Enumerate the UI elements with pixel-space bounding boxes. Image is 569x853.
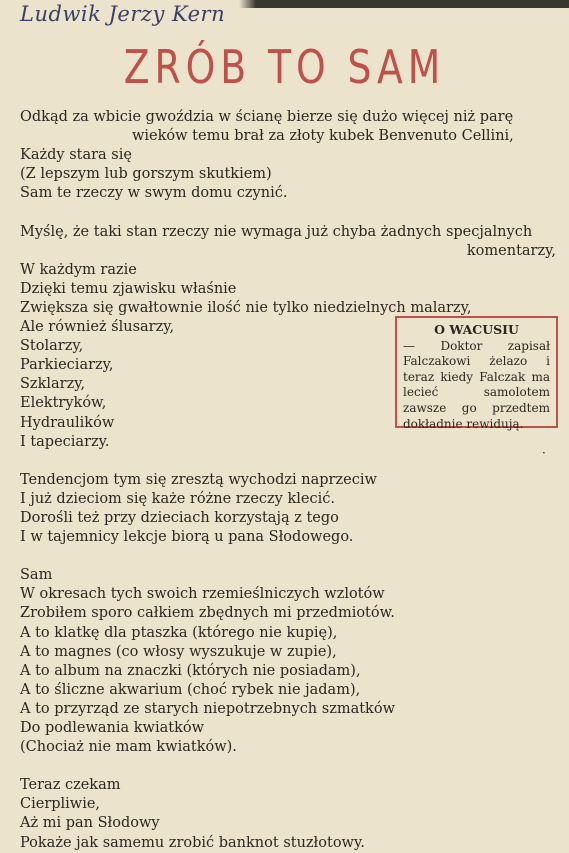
poem-line: I już dzieciom się każe różne rzeczy klecić. [20,490,335,507]
stanza-gap [20,452,560,471]
sidebar-box [395,316,558,431]
stanza-gap [20,203,560,222]
sidebar-box-heading: O WACUSIU [434,322,519,337]
poem-line: Sam te rzeczy w swym domu czynić. [20,185,288,202]
poem-line: wieków temu brał za złoty kubek Benvenuto Cellini, [132,128,514,145]
poem-line: Do podlewania kwiatków [20,720,204,736]
stanza-gap [20,547,560,566]
poem-line: Zwiększa się gwałtownie ilość nie tylko niedzielnych malarzy, [20,299,472,316]
poem-line: I w tajemnicy lekcje biorą u pana Słodowego. [20,529,354,546]
poem-line: Dzięki temu zjawisku właśnie [20,280,237,297]
poem-line: Elektryków, [20,395,107,412]
poem-line: Cierpliwie, [20,796,101,813]
poem-line: Każdy stara się [20,147,132,164]
poem-line: Myślę, że taki stan rzeczy nie wymaga już chyba żadnych specjalnych [20,223,533,240]
poem-line: W okresach tych swoich rzemieślniczych wzlotów [20,586,385,603]
author-name: Ludwik Jerzy Kern [20,2,226,26]
poem-line: I tapeciarzy. [20,433,110,450]
poem-line: A to klatkę dla ptaszka (którego nie kupię), [20,624,338,641]
poem-line: A to album na znaczki (których nie posiadam), [20,662,361,679]
poem-line: Zrobiłem sporo całkiem zbędnych mi przedmiotów. [20,605,395,622]
poem-line: A to śliczne akwarium (choć rybek nie jadam), [20,681,361,698]
poem-line: Pokaże jak samemu zrobić banknot stuzłotowy. [20,834,365,851]
poem-line: A to przyrząd ze starych niepotrzebnych szmatków [20,700,395,717]
poem-line: Hydraulików [20,414,115,431]
poem-line: Tendencjom tym się zresztą wychodzi naprzeciw [20,471,377,488]
poem-line: Aż mi pan Słodowy [20,815,160,832]
poem-line: Stolarzy, [20,338,84,355]
article-title: ZRÓB TO SAM [123,40,446,94]
print-speck: · [542,446,546,460]
sidebar-box-text: — Doktor zapisał Falczakowi żelazo i teraz kiedy Falczak ma lecieć samolotem zawsze go przedtem dokładnie rewidują. [403,338,550,431]
poem-line: Teraz czekam [20,777,121,794]
poem-line: Odkąd za wbicie gwoździa w ścianę bierze się dużo więcej niż parę [20,109,514,125]
poem-line: W każdym razie [20,261,137,278]
stanza-gap [20,757,560,776]
poem-line: (Chociaż nie mam kwiatków). [20,739,237,756]
poem-line: (Z lepszym lub gorszym skutkiem) [20,166,272,183]
poem-line: komentarzy, [466,242,556,259]
poem-body [20,108,560,853]
poem-line: Ale również ślusarzy, [20,319,175,336]
poem-line: Dorośli też przy dzieciach korzystają z tego [20,509,339,526]
poem-line: Sam [20,567,53,584]
poem-line: Parkieciarzy, [20,357,114,374]
poem-line: A to magnes (co włosy wyszukuje w zupie), [20,643,337,660]
poem-line: Szklarzy, [20,376,86,393]
